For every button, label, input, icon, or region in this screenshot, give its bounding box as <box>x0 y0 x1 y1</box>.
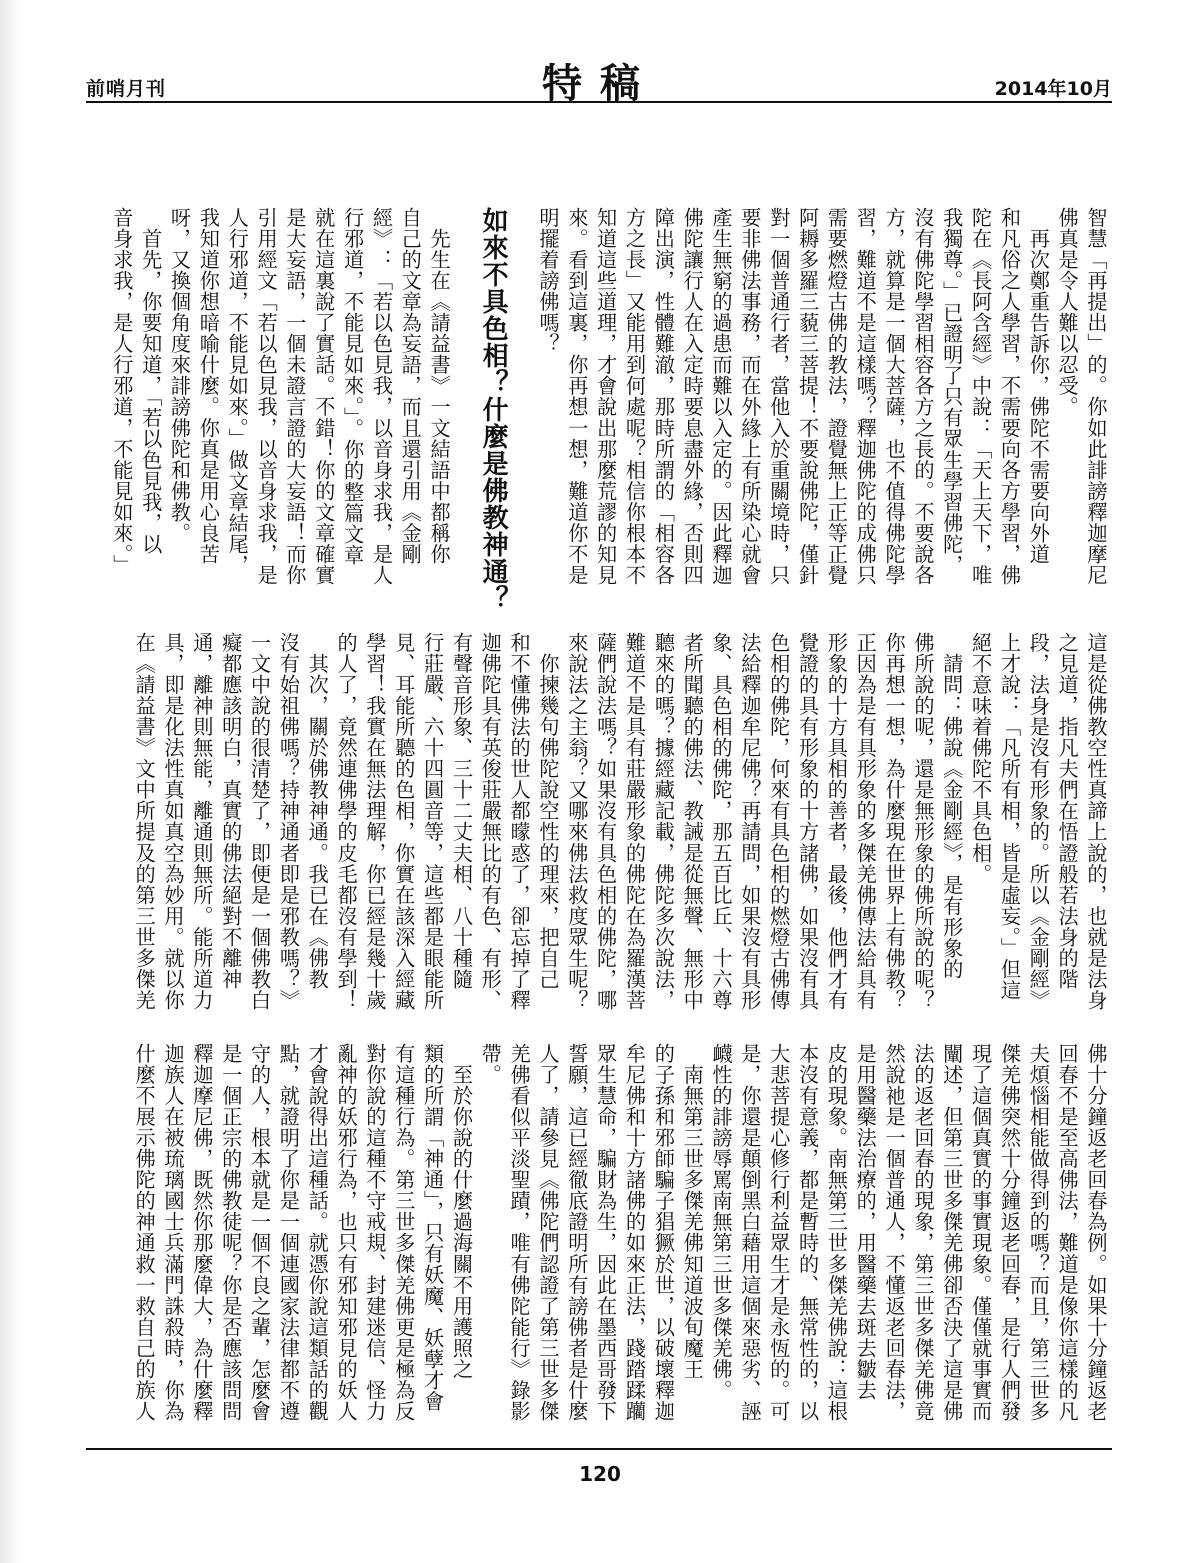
text-column: 這是從佛教空性真諦上說的，也就是法身 <box>1084 632 1108 1011</box>
text-column: 佛所說的呢，還是無形象的佛所說的呢？ <box>910 632 935 1011</box>
text-column: 方之長」又能用到何處呢？相信你根本不 <box>622 207 647 586</box>
text-column: 產生無窮的過患而難以入定的。因此釋迦 <box>709 207 734 586</box>
text-column: 形象的十方具相的善者，最後，他們才有 <box>824 632 849 1011</box>
text-column: 具，即是化法性真如真空為妙用。就以你 <box>161 632 185 1011</box>
text-column: 正因為是有具形象的多傑羌佛傳法給具有 <box>853 632 878 1011</box>
scan-edge-shading <box>0 0 22 1563</box>
text-column: 知道這些道理，才會說出那麼荒謬的知見 <box>593 207 618 586</box>
text-column: 請問：佛說《金剛經》，是有形象的 <box>939 632 964 980</box>
text-column: 衊性的誹謗辱罵南無第三世多傑羌佛。 <box>709 1043 734 1401</box>
text-column: 守的人，根本就是一個不良之輩，怎麼會 <box>247 1043 272 1422</box>
text-column: 來。看到這裏，你再想一想，難道你不是 <box>564 207 589 586</box>
text-column: 人行邪道，不能見如來。」做文章結尾， <box>225 207 250 576</box>
text-column: 大悲菩提心修行利益眾生才是永恆的。可 <box>766 1043 791 1422</box>
text-column: 來說法之主翁？又哪來佛法救度眾生呢？ <box>564 632 589 1011</box>
text-column: 見、耳能所聽的色相，你實在該深入經藏 <box>391 632 416 1011</box>
text-column: 佛真是令人難以忍受。 <box>1055 207 1080 418</box>
text-column: 是大妄語，一個未證言證的大妄語！而你 <box>282 207 307 586</box>
text-column: 行莊嚴、六十四圓音等，這些都是眼能所 <box>420 632 445 1011</box>
text-column: 皮的現象。南無第三世多傑羌佛說：這根 <box>824 1043 849 1422</box>
text-column: 首先，你要知道，「若以色見我，以 <box>138 207 163 555</box>
text-column: 和不懂佛法的世人都曚惑了，卻忘掉了釋 <box>507 632 532 1011</box>
text-column: 其次，關於佛教神通。我已在《佛教 <box>305 632 330 990</box>
text-column: 一文中說的很清楚了，即便是一個佛教白 <box>247 632 272 1011</box>
text-column: 先生在《請益書》一文結語中都稱你 <box>427 207 452 565</box>
text-column: 點，就證明了你是一個連國家法律都不遵 <box>276 1043 301 1422</box>
text-column: 的人了，竟然連佛學的皮毛都沒有學到！ <box>334 632 359 1011</box>
text-column: 你揀幾句佛陀說空性的理來，把自己 <box>535 632 560 990</box>
text-column: 色相的佛陀，何來有具色相的燃燈古佛傳 <box>766 632 791 1011</box>
text-column: 行邪道，不能見如來。」。你的整篇文章 <box>340 207 365 566</box>
text-column: 法的返老回春的現象，第三世多傑羌佛竟 <box>910 1043 935 1422</box>
text-column: 經》：「若以色見我，以音身求我，是人 <box>369 207 394 586</box>
text-column: 就在這裏說了實話。不錯！你的文章確實 <box>311 207 336 586</box>
text-column: 牟尼佛和十方諸佛的如來正法，踐踏蹂躪 <box>622 1043 647 1422</box>
text-column: 再次鄭重告訴你，佛陀不需要向外道 <box>1026 207 1051 565</box>
text-column: 佛陀讓行人在入定時要息盡外緣，否則四 <box>680 207 705 586</box>
text-column: 阿耨多羅三藐三菩提！不要說佛陀，僅針 <box>795 207 820 586</box>
text-column: 明擺着謗佛嗎？ <box>535 207 560 355</box>
text-column: 絕不意味着佛陀不具色相。 <box>968 632 993 885</box>
text-column: 迦佛陀具有英俊莊嚴無比的有色、有形、 <box>478 632 503 1011</box>
text-column: 我知道你想暗喻什麼。你真是用心良苦 <box>196 207 221 565</box>
text-column: 要非佛法事務，而在外緣上有所染心就會 <box>737 207 762 586</box>
text-tier-1 <box>100 207 1110 619</box>
text-column: 覺證的具有形象的十方諸佛，如果沒有具 <box>795 632 820 1011</box>
text-column: 才會說得出這種話。就憑你說這類話的觀 <box>305 1043 330 1422</box>
column-spacer <box>513 207 533 619</box>
header-rule <box>86 101 1112 103</box>
text-column: 是，你還是顛倒黑白藉用這個來惡劣、誣 <box>737 1043 762 1422</box>
footer-rule <box>86 1448 1112 1450</box>
text-column: 回春不是至高佛法，難道是像你這樣的凡 <box>1055 1043 1080 1422</box>
text-column: 眾生慧命，騙財為生，因此在墨西哥發下 <box>593 1043 618 1422</box>
text-column: 障出演，性體難澈，那時所謂的「相容各 <box>651 207 676 586</box>
issue-date: 2014年10月 <box>994 78 1112 100</box>
text-column: 是用醫藥法治療的，用醫藥去斑去皺去 <box>853 1043 878 1401</box>
text-column: 上才說：「凡所有相，皆是虛妄。」但這 <box>997 632 1022 1001</box>
text-column: 本沒有意義，都是暫時的、無常性的，以 <box>795 1043 820 1422</box>
text-column: 和凡俗之人學習，不需要向各方學習，佛 <box>997 207 1022 586</box>
text-column: 對你說的這種不守戒規、封建迷信、怪力 <box>362 1043 387 1422</box>
text-column: 象、具色相的佛陀，那五百比丘、十六尊 <box>709 632 734 1011</box>
text-column: 需要燃燈古佛的教法，證覺無上正等正覺 <box>824 207 849 586</box>
text-column: 夫煩惱相能做得到的嗎？而且，第三世多 <box>1026 1043 1051 1422</box>
text-column: 段，法身是沒有形象的。所以《金剛經》 <box>1026 632 1051 1011</box>
text-column: 者所聞聽的佛法、教誡是從無聲、無形中 <box>680 632 705 1011</box>
text-column: 類的所謂「神通」，只有妖魔、妖孽才會 <box>420 1043 445 1412</box>
text-column: 釋迦摩尼佛，既然你那麼偉大，為什麼釋 <box>189 1043 214 1422</box>
text-column: 呀，又換個角度來誹謗佛陀和佛教。 <box>167 207 192 544</box>
section-title: 特稿 <box>542 61 658 107</box>
text-column: 方，就算是一個大菩薩，也不值得佛陀學 <box>882 207 907 586</box>
text-column: 難道不是具有莊嚴形象的佛陀在為羅漢菩 <box>622 632 647 1011</box>
text-column: 薩們說法嗎？如果沒有具色相的佛陀，哪 <box>593 632 618 1011</box>
text-column: 對一個普通行者，當他入於重關境時，只 <box>766 207 791 586</box>
text-column: 現了這個真實的事實現象。僅僅就事實而 <box>968 1043 993 1422</box>
text-column: 的子孫和邪師騙子猖獗於世，以破壞釋迦 <box>651 1043 676 1422</box>
text-column: 你再想一想，為什麼現在世界上有佛教？ <box>882 632 907 1011</box>
text-column: 是一個正宗的佛教徒呢？你是否應該問問 <box>218 1043 243 1422</box>
text-tier-3 <box>100 1043 1110 1438</box>
text-column: 引用經文「若以色見我，以音身求我，是 <box>254 207 279 586</box>
article-subheading: 如來不具色相？什麼是佛教神通？ <box>478 207 509 612</box>
text-column: 聽來的嗎？據經藏記載，佛陀多次說法， <box>651 632 676 1011</box>
column-spacer <box>453 207 473 619</box>
text-column: 智慧「再提出」的。你如此誹謗釋迦摩尼 <box>1084 207 1108 586</box>
text-column: 帶。 <box>478 1043 503 1086</box>
text-column: 傑羌佛突然十分鐘返老回春，是行人們發 <box>997 1043 1022 1422</box>
text-column: 音身求我，是人行邪道，不能見如來。」 <box>109 207 134 576</box>
text-column: 羌佛看似平淡聖蹟，唯有佛陀能行》錄影 <box>507 1043 532 1422</box>
text-column: 闡述，但第三世多傑羌佛卻否決了這是佛 <box>939 1043 964 1422</box>
text-column: 習，難道不是這樣嗎？釋迦佛陀的成佛只 <box>853 207 878 586</box>
text-column: 人了，請參見《佛陀們認證了第三世多傑 <box>535 1043 560 1422</box>
text-tier-2 <box>100 632 1110 1030</box>
text-column: 癡都應該明白，真實的佛法絕對不離神 <box>218 632 243 990</box>
text-column: 誓願，這已經徹底證明所有謗佛者是什麼 <box>564 1043 589 1422</box>
text-column: 法給釋迦牟尼佛？再請問，如果沒有具形 <box>737 632 762 1011</box>
text-column: 南無第三世多傑羌佛知道波旬魔王 <box>680 1043 705 1380</box>
text-column: 自己的文章為妄語，而且還引用《金剛 <box>398 207 423 565</box>
text-column: 我獨尊。」已證明了只有眾生學習佛陀， <box>939 207 964 576</box>
text-column: 亂神的妖邪行為，也只有邪知邪見的妖人 <box>334 1043 359 1422</box>
text-column: 有這種行為。第三世多傑羌佛更是極為反 <box>391 1043 416 1422</box>
magazine-name: 前哨月刊 <box>86 78 167 100</box>
text-column: 迦族人在被琉璃國士兵滿門誅殺時，你為 <box>161 1043 185 1422</box>
page-number: 120 <box>579 1462 621 1486</box>
text-column: 至於你說的什麼過海關不用護照之 <box>449 1043 474 1380</box>
text-column: 通，離神則無能，離通則無所。能所道力 <box>189 632 214 1011</box>
text-column: 然說祂是一個普通人，不懂返老回春法， <box>882 1043 907 1422</box>
text-column: 沒有佛陀學習相容各方之長的。不要說各 <box>910 207 935 586</box>
text-column: 之見道，指凡夫們在悟證般若法身的階 <box>1055 632 1080 990</box>
text-column: 什麼不展示佛陀的神通救一救自己的族人 <box>132 1043 157 1422</box>
text-column: 沒有始祖佛嗎？持神通者即是邪教嗎？》 <box>276 632 301 1011</box>
text-column: 陀在《長阿含經》中說：「天上天下，唯 <box>968 207 993 586</box>
text-column: 有聲音形象、三十二丈夫相、八十種隨 <box>449 632 474 990</box>
text-column: 在《請益書》文中所提及的第三世多傑羌 <box>132 632 157 1011</box>
text-column: 佛十分鐘返老回春為例。如果十分鐘返老 <box>1084 1043 1108 1422</box>
text-column: 學習！我實在無法理解，你已經是幾十歲 <box>362 632 387 1011</box>
